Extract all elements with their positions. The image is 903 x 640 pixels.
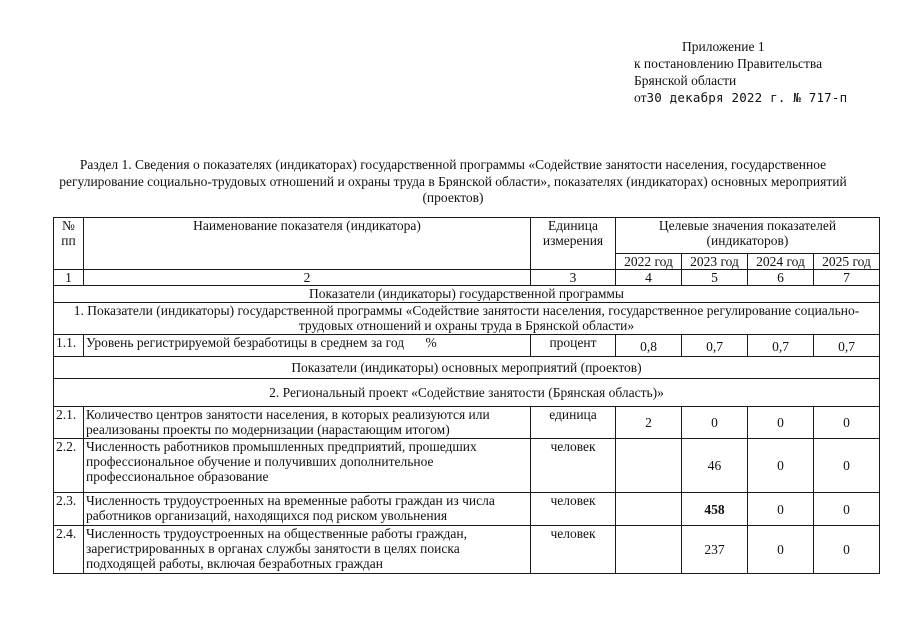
column-number: 2 <box>84 270 531 286</box>
row-name: Численность трудоустроенных на временные работы граждан из числа работников организаций, находящихся под риском увольнения <box>84 493 531 526</box>
program-heading: 1. Показатели (индикаторы) государственной программы «Содействие занятости населения, государственное регулирование социально-трудовых отношений и охраны труда в Брянской области» <box>54 303 880 335</box>
appendix-date-line <box>634 89 847 106</box>
row-value: 0 <box>814 439 880 493</box>
column-number: 1 <box>54 270 84 286</box>
row-value <box>616 493 682 526</box>
header-num: № пп <box>54 218 84 270</box>
row-num: 2.2. <box>54 439 84 493</box>
header-year: 2024 год <box>748 254 814 270</box>
header-year: 2023 год <box>682 254 748 270</box>
row-value: 0 <box>814 526 880 574</box>
column-number: 7 <box>814 270 880 286</box>
program-row <box>54 303 880 335</box>
row-value: 0 <box>748 407 814 439</box>
column-number: 6 <box>748 270 814 286</box>
column-numbers-row <box>54 270 880 286</box>
row-value: 237 <box>682 526 748 574</box>
header-unit: Единица измерения <box>531 218 616 270</box>
row-value: 0 <box>748 439 814 493</box>
header-targets: Целевые значения показателей (индикаторов) <box>616 218 880 254</box>
row-name: Количество центров занятости населения, в которых реализуются или реализованы проекты по модернизации (нарастающим итогом) <box>84 407 531 439</box>
column-number: 4 <box>616 270 682 286</box>
row-unit: человек <box>531 493 616 526</box>
table-row <box>54 335 880 357</box>
header-year: 2022 год <box>616 254 682 270</box>
table-row <box>54 407 880 439</box>
row-value: 0 <box>814 493 880 526</box>
date-prefix: от <box>634 90 647 105</box>
column-number: 3 <box>531 270 616 286</box>
header-year: 2025 год <box>814 254 880 270</box>
row-value: 0,7 <box>748 335 814 357</box>
row-unit: человек <box>531 526 616 574</box>
table-row <box>54 493 880 526</box>
row-name <box>84 335 531 357</box>
row-value: 46 <box>682 439 748 493</box>
row-value: 0 <box>748 493 814 526</box>
row-unit: единица <box>531 407 616 439</box>
header-name: Наименование показателя (индикатора) <box>84 218 531 270</box>
row-value <box>616 439 682 493</box>
header-row <box>54 218 880 254</box>
group-heading-program: Показатели (индикаторы) государственной программы <box>54 286 880 303</box>
appendix-line-1: к постановлению Правительства <box>634 56 823 71</box>
row-value <box>616 526 682 574</box>
row-value: 2 <box>616 407 682 439</box>
row-num: 2.1. <box>54 407 84 439</box>
row-name-text: Уровень регистрируемой безработицы в среднем за год <box>86 335 405 350</box>
project-row <box>54 379 880 407</box>
row-name: Численность работников промышленных предприятий, прошедших профессиональное обучение и получивших дополнительное профессиональное образование <box>84 439 531 493</box>
row-value: 0 <box>814 407 880 439</box>
group-row <box>54 286 880 303</box>
row-value: 0,8 <box>616 335 682 357</box>
appendix-title: Приложение 1 <box>682 39 765 54</box>
row-value: 0 <box>682 407 748 439</box>
table-row <box>54 526 880 574</box>
row-num: 1.1. <box>54 335 84 357</box>
row-num: 2.3. <box>54 493 84 526</box>
table-row <box>54 439 880 493</box>
appendix-header <box>634 38 847 106</box>
project-heading: 2. Региональный проект «Содействие занятости (Брянская область)» <box>54 379 880 407</box>
group-heading-activities: Показатели (индикаторы) основных мероприятий (проектов) <box>54 357 880 379</box>
row-value: 0,7 <box>682 335 748 357</box>
row-value: 458 <box>682 493 748 526</box>
group-row <box>54 357 880 379</box>
row-unit: человек <box>531 439 616 493</box>
date-value: 30 декабря 2022 г. № 717-п <box>646 90 848 105</box>
section-title: Раздел 1. Сведения о показателях (индикаторах) государственной программы «Содействие занятости населения, государственное регулирование социально-трудовых отношений и охраны труда в Брянской области», показателях (индикаторах) основных мероприятий (проектов) <box>59 157 847 205</box>
indicators-table <box>53 217 880 574</box>
row-num: 2.4. <box>54 526 84 574</box>
row-name-suffix: % <box>425 335 437 350</box>
row-unit: процент <box>531 335 616 357</box>
row-value: 0,7 <box>814 335 880 357</box>
row-value: 0 <box>748 526 814 574</box>
column-number: 5 <box>682 270 748 286</box>
appendix-line-2: Брянской области <box>634 73 737 88</box>
row-name: Численность трудоустроенных на общественные работы граждан, зарегистрированных в органах службы занятости в целях поиска подходящей работы, включая безработных граждан <box>84 526 531 574</box>
